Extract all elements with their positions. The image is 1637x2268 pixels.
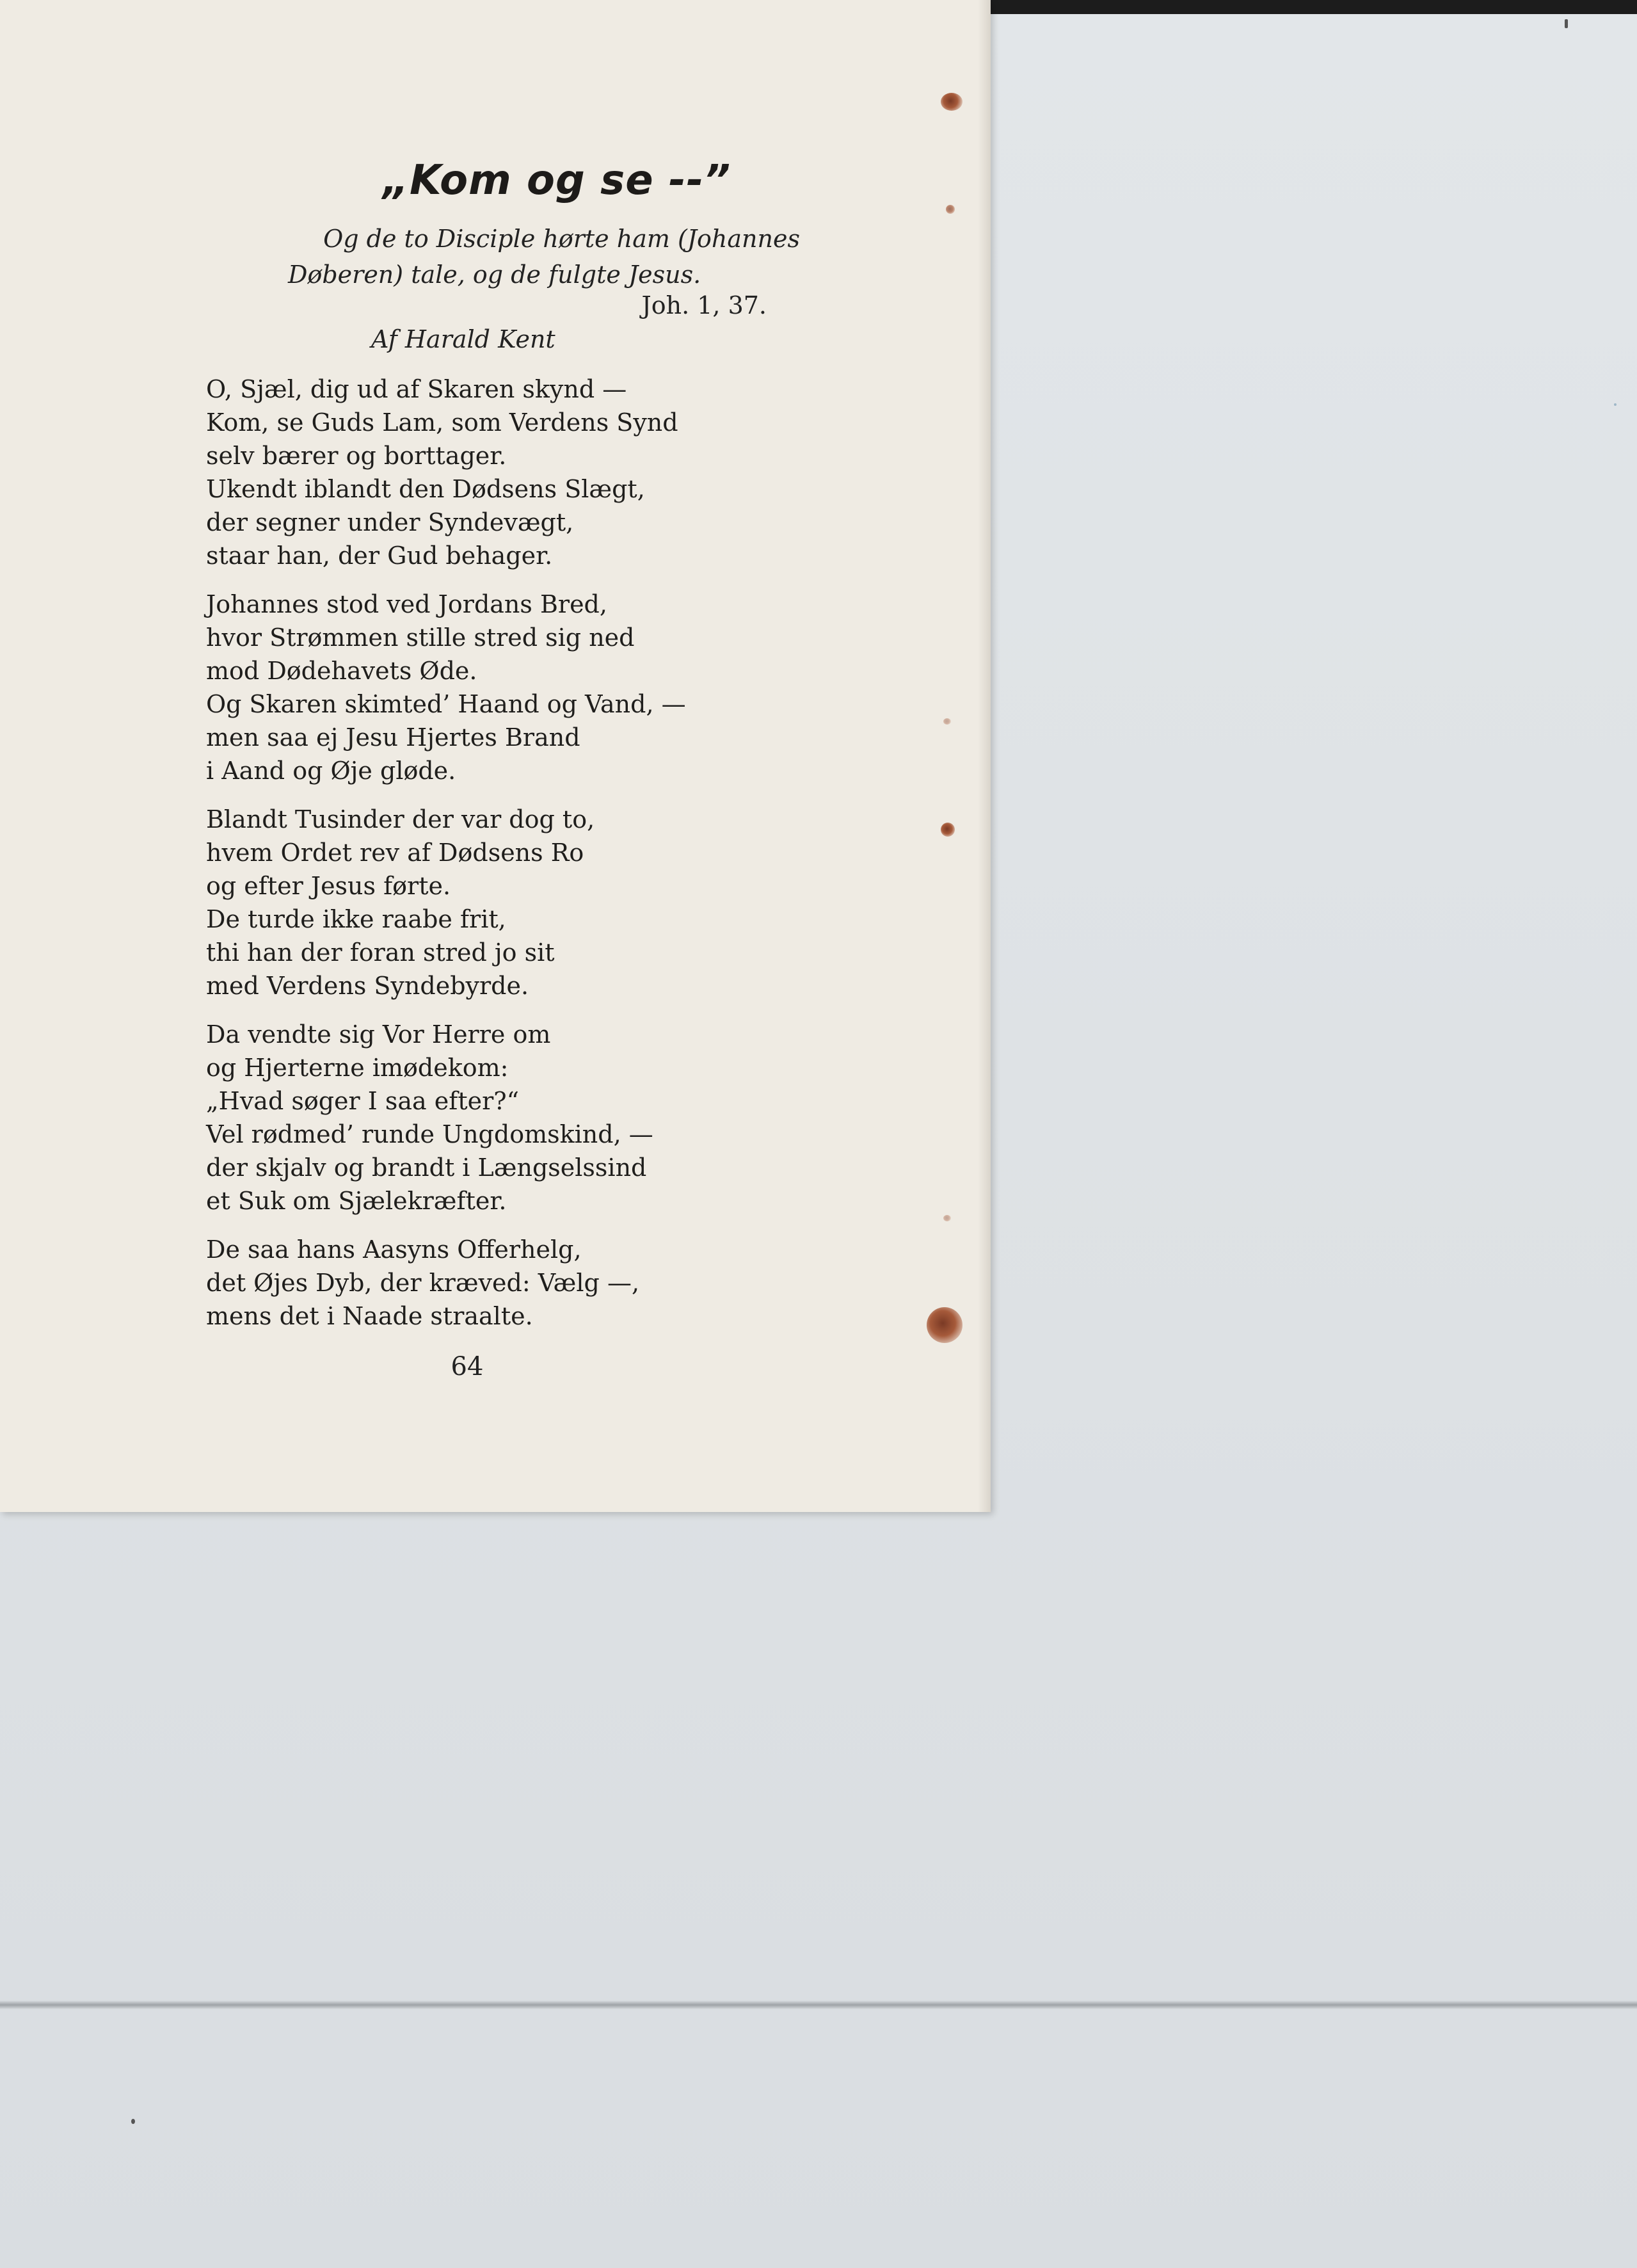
verse-line: „Hvad søger I saa efter?“ xyxy=(206,1087,520,1115)
verse-line: med Verdens Syndebyrde. xyxy=(206,972,529,1000)
epigraph-line: Døberen) tale, og de fulgte Jesus. xyxy=(288,261,701,289)
stanza xyxy=(206,803,846,1002)
verse-line: Da vendte sig Vor Herre om xyxy=(206,1020,551,1049)
punch-hole-icon xyxy=(946,205,955,214)
poem-body xyxy=(206,373,846,1348)
verse-line: Ukendt iblandt den Dødsens Slægt, xyxy=(206,475,645,503)
verse-line: og Hjerterne imødekom: xyxy=(206,1054,509,1082)
verse-line: selv bærer og borttager. xyxy=(206,442,507,470)
punch-hole-icon xyxy=(941,93,962,111)
punch-hole-icon xyxy=(943,718,951,725)
scanner-artifact-line xyxy=(0,2000,1637,2009)
verse-line: staar han, der Gud behager. xyxy=(206,542,553,570)
epigraph-line: Og de to Disciple hørte ham (Johannes xyxy=(323,225,800,253)
stanza xyxy=(206,588,846,787)
dust-speck xyxy=(131,2119,135,2124)
poem-title: „Kom og se --” xyxy=(382,157,731,204)
punch-hole-icon xyxy=(943,1215,951,1221)
verse-line: men saa ej Jesu Hjertes Brand xyxy=(206,723,580,752)
verse-line: Vel rødmed’ runde Ungdomskind, — xyxy=(206,1120,653,1148)
verse-line: et Suk om Sjælekræfter. xyxy=(206,1187,507,1215)
bible-reference: Joh. 1, 37. xyxy=(641,291,767,319)
stanza xyxy=(206,1233,846,1333)
verse-line: De saa hans Aasyns Offerhelg, xyxy=(206,1235,582,1264)
epigraph xyxy=(243,221,800,293)
dust-speck xyxy=(1614,403,1617,406)
verse-line: Kom, se Guds Lam, som Verdens Synd xyxy=(206,408,678,437)
verse-line: Blandt Tusinder der var dog to, xyxy=(206,805,595,833)
verse-line: der segner under Syndevægt, xyxy=(206,508,574,536)
author-byline: Af Harald Kent xyxy=(371,325,555,353)
page-edge-shadow xyxy=(978,0,991,1512)
verse-line: mens det i Naade straalte. xyxy=(206,1302,533,1330)
punch-hole-icon xyxy=(941,823,955,837)
verse-line: Og Skaren skimted’ Haand og Vand, — xyxy=(206,690,686,718)
verse-line: og efter Jesus førte. xyxy=(206,872,451,900)
verse-line: mod Dødehavets Øde. xyxy=(206,657,477,685)
verse-line: der skjalv og brandt i Længselssind xyxy=(206,1154,647,1182)
stanza xyxy=(206,1018,846,1218)
page-number: 64 xyxy=(451,1352,484,1381)
book-page xyxy=(0,0,991,1512)
scanner-lid-edge xyxy=(986,0,1637,14)
verse-line: Johannes stod ved Jordans Bred, xyxy=(206,590,607,618)
verse-line: O, Sjæl, dig ud af Skaren skynd — xyxy=(206,375,627,403)
verse-line: De turde ikke raabe frit, xyxy=(206,905,506,933)
punch-hole-icon xyxy=(927,1307,962,1343)
verse-line: det Øjes Dyb, der kræved: Vælg —, xyxy=(206,1269,640,1297)
verse-line: hvor Strømmen stille stred sig ned xyxy=(206,623,635,652)
verse-line: thi han der foran stred jo sit xyxy=(206,938,555,967)
stanza xyxy=(206,373,846,572)
verse-line: i Aand og Øje gløde. xyxy=(206,757,456,785)
verse-line: hvem Ordet rev af Dødsens Ro xyxy=(206,839,584,867)
dust-speck xyxy=(1565,19,1568,28)
